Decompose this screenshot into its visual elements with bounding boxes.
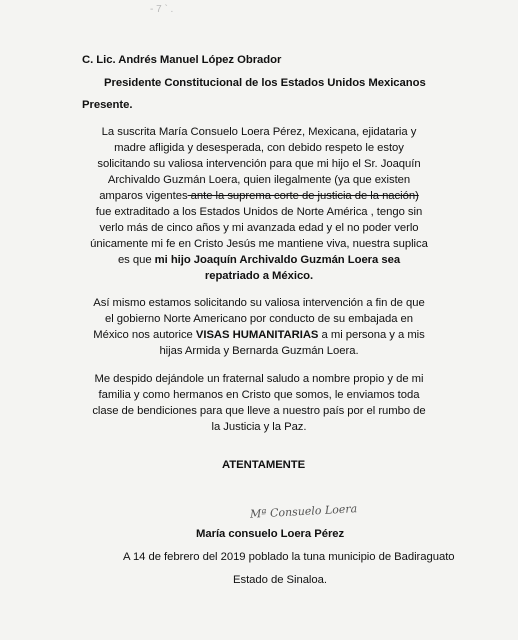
paragraph1-line4: Archivaldo Guzmán Loera, quien ilegalmente (ya que existen	[107, 174, 411, 186]
amparos-text: amparos vigentes	[99, 190, 188, 202]
visa-lead-text: México nos autorice	[93, 329, 196, 341]
greeting: Presente.	[82, 99, 133, 111]
footer-line2: Estado de Sinaloa.	[233, 574, 327, 586]
paragraph3-line1: Me despido dejándole un fraternal saludo a nombre propio y de mi	[94, 373, 424, 385]
paragraph3-line4: la Justicia y la Paz.	[211, 421, 307, 433]
paragraph2-line4: hijas Armida y Bernarda Guzmán Loera.	[159, 345, 359, 357]
son-name-text: mi hijo Joaquín Archivaldo Guzmán Loera sea	[154, 254, 401, 266]
addressee-title: Presidente Constitucional de los Estados Unidos Mexicanos	[104, 77, 426, 89]
visas-text: VISAS HUMANITARIAS	[195, 329, 319, 341]
corner-mark: - 7 ` .	[150, 4, 174, 15]
handwritten-signature: Mª Consuelo Loera	[249, 502, 358, 521]
paragraph1-line2: madre afligida y desesperada, con debido respeto le estoy	[114, 142, 404, 154]
paragraph1-line5	[0, 190, 518, 202]
paragraph3-line2: familia y como hermanos en Cristo que somos, le enviamos toda	[98, 389, 420, 401]
footer-line1: A 14 de febrero del 2019 poblado la tuna municipio de Badiraguato	[123, 551, 455, 563]
request-text: es que	[117, 254, 155, 266]
paragraph1-line7: verlo más de cinco años y mi avanzada edad y el no poder verlo	[99, 222, 419, 234]
paragraph2-line2: el gobierno Norte Americano por conducto de su embajada en	[105, 313, 413, 325]
paragraph1-line1: La suscrita María Consuelo Loera Pérez, Mexicana, ejidataria y	[101, 126, 417, 138]
paragraph1-line3: solicitando su valiosa intervención para que mi hijo el Sr. Joaquín	[97, 158, 421, 170]
visa-tail-text: a mi persona y a mis	[318, 329, 425, 341]
paragraph2-line3	[0, 329, 518, 341]
paragraph1-line8: únicamente mi fe en Cristo Jesús me mantiene viva, nuestra suplica	[90, 238, 428, 250]
paragraph3-line3: clase de bendiciones para que lleve a nuestro país por el rumbo de	[92, 405, 426, 417]
paragraph1-line9	[0, 254, 518, 266]
addressee-name: C. Lic. Andrés Manuel López Obrador	[82, 54, 282, 66]
struck-text: ante la suprema corte de justicia de la nación)	[187, 190, 419, 202]
signer-name: María consuelo Loera Pérez	[196, 528, 345, 540]
closing: ATENTAMENTE	[222, 459, 306, 471]
paragraph2-line1: Así mismo estamos solicitando su valiosa intervención a fin de que	[93, 297, 425, 309]
paragraph1-line6: fue extraditado a los Estados Unidos de Norte América , tengo sin	[95, 206, 423, 218]
paragraph1-line10: repatriado a México.	[204, 270, 314, 282]
